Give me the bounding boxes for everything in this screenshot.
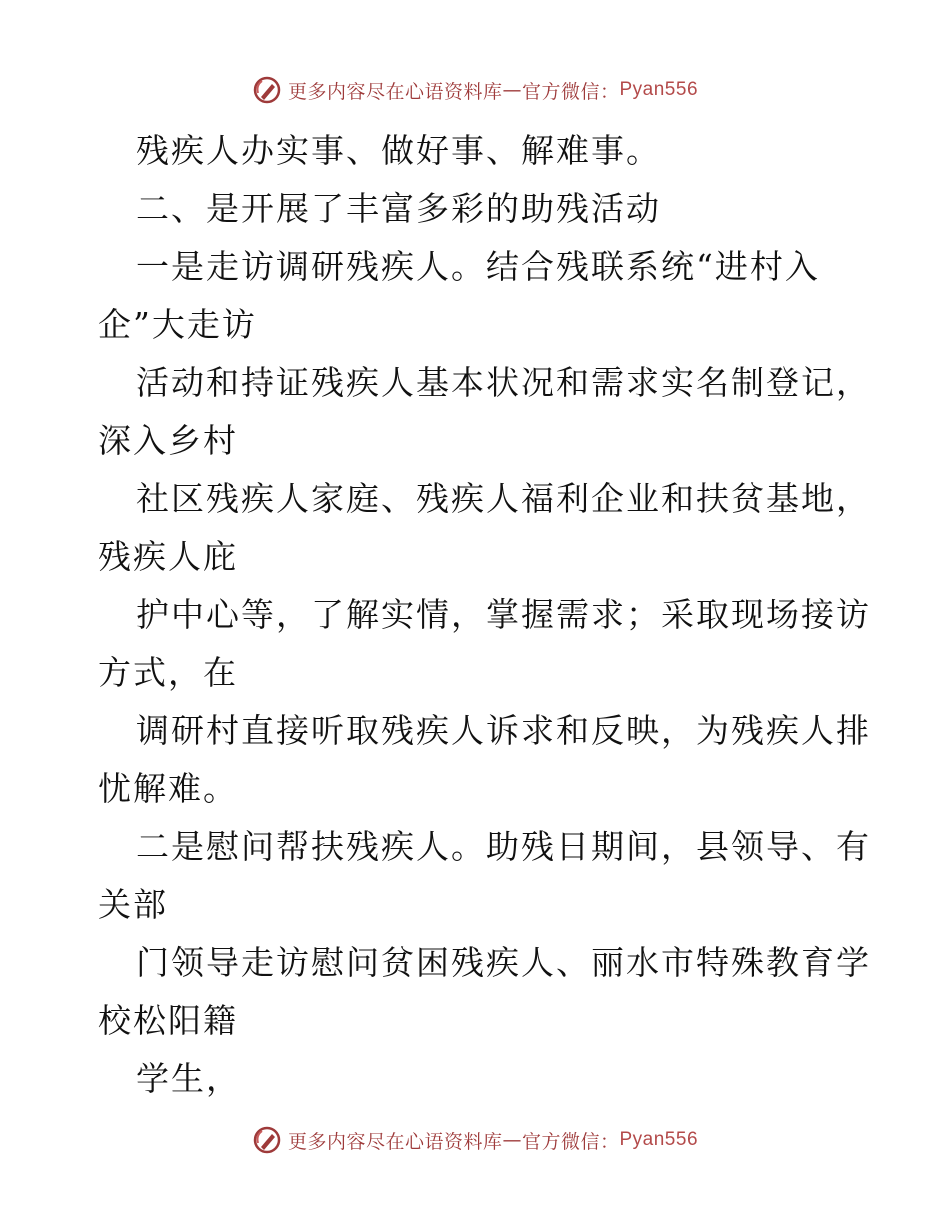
body-line: 护中心等，了解实情，掌握需求；采取现场接访	[136, 595, 871, 634]
body-line: 二是慰问帮扶残疾人。助残日期间，县领导、有	[136, 827, 871, 866]
body-line: 残疾人办实事、做好事、解难事。	[136, 131, 661, 170]
footer-banner	[0, 1120, 950, 1160]
footer-separator: —	[502, 1129, 522, 1151]
body-line: 社区残疾人家庭、残疾人福利企业和扶贫基地，	[136, 479, 871, 518]
header-separator: —	[502, 79, 522, 101]
header-wechat-id: Pyan556	[619, 79, 699, 100]
header-main-text: 更多内容尽在心语资料库	[287, 80, 503, 103]
pen-circle-logo-icon	[252, 1125, 282, 1155]
body-line: 调研村直接听取残疾人诉求和反映，为残疾人排	[136, 711, 871, 750]
document-body	[98, 122, 871, 1108]
footer-wechat-label: 官方微信：	[521, 1130, 620, 1153]
body-line: 深入乡村	[98, 421, 238, 460]
header-banner	[0, 70, 950, 110]
body-line: 一是走访调研残疾人。结合残联系统“进村入	[136, 247, 820, 286]
body-line: 忧解难。	[98, 769, 238, 808]
body-line: 企”大走访	[98, 305, 257, 344]
body-line: 残疾人庇	[98, 537, 238, 576]
header-wechat-label: 官方微信：	[521, 80, 620, 103]
body-line: 校松阳籍	[98, 1001, 238, 1040]
body-line: 活动和持证残疾人基本状况和需求实名制登记，	[136, 363, 871, 402]
body-line: 方式，在	[98, 653, 238, 692]
body-line: 学生，	[136, 1059, 241, 1098]
body-line: 关部	[98, 885, 168, 924]
pen-circle-logo-icon	[252, 75, 282, 105]
body-line: 二、是开展了丰富多彩的助残活动	[136, 189, 661, 228]
footer-wechat-id: Pyan556	[619, 1129, 699, 1150]
body-line: 门领导走访慰问贫困残疾人、丽水市特殊教育学	[136, 943, 871, 982]
footer-main-text: 更多内容尽在心语资料库	[287, 1130, 503, 1153]
